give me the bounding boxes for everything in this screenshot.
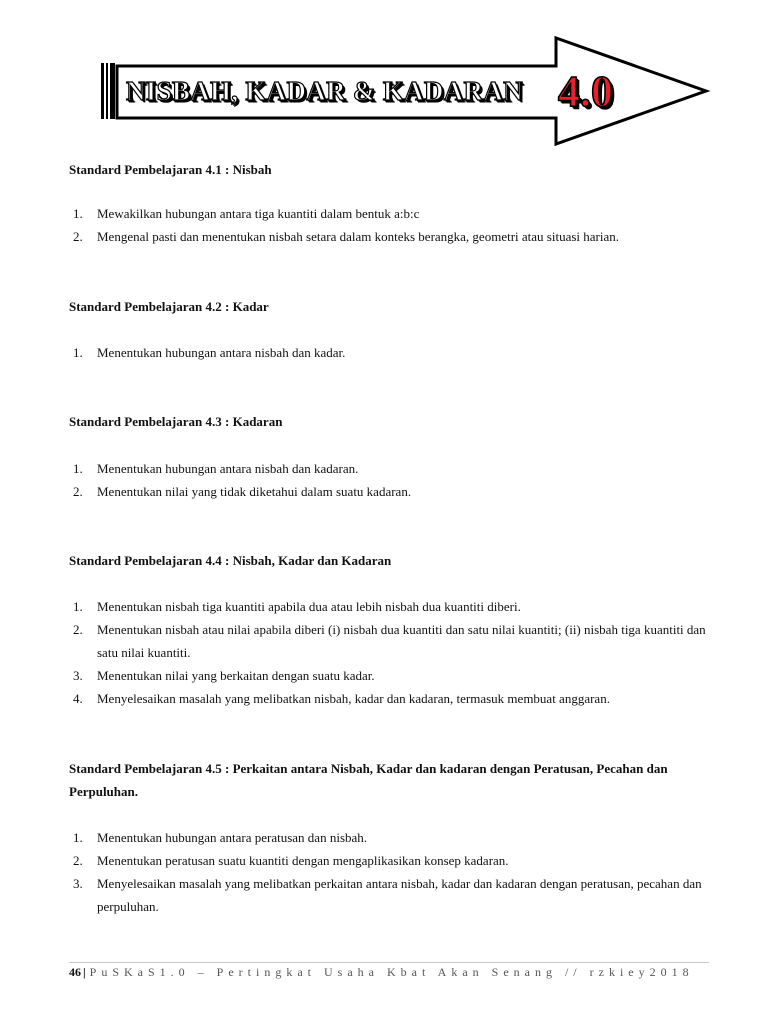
section-heading: Standard Pembelajaran 4.1 : Nisbah xyxy=(69,162,272,177)
list-item: 2. Menentukan peratusan suatu kuantiti dengan mengaplikasikan konsep kadaran. xyxy=(73,853,509,868)
list-item: 4. Menyelesaikan masalah yang melibatkan nisbah, kadar dan kadaran, termasuk membuat anggaran. xyxy=(73,691,610,706)
section-list xyxy=(69,202,709,248)
list-item: 1. Menentukan hubungan antara nisbah dan kadar. xyxy=(73,345,346,360)
section-list xyxy=(69,457,709,503)
section-list xyxy=(69,595,709,710)
page-number: 46 xyxy=(69,965,81,979)
section-heading: Standard Pembelajaran 4.3 : Kadaran xyxy=(69,414,283,429)
section-list xyxy=(69,826,709,918)
section-heading: Standard Pembelajaran 4.4 : Nisbah, Kadar dan Kadaran xyxy=(69,553,392,568)
footer-separator: | xyxy=(83,965,86,979)
chapter-title: NISBAH, KADAR & KADARAN xyxy=(126,76,523,106)
chapter-number: 4.0 xyxy=(558,67,613,116)
section-heading: Standard Pembelajaran 4.2 : Kadar xyxy=(69,299,269,314)
list-item: 3. Menyelesaikan masalah yang melibatkan perkaitan antara nisbah, kadar dan kadaran dengan peratusan, pecahan dan perpuluhan. xyxy=(73,876,702,914)
section-list xyxy=(69,341,709,364)
footer-divider xyxy=(69,962,709,963)
list-item: 3. Menentukan nilai yang berkaitan dengan suatu kadar. xyxy=(73,668,375,683)
list-item: 2. Menentukan nisbah atau nilai apabila diberi (i) nisbah dua kuantiti dan satu nilai kuantiti; (ii) nisbah tiga kuantiti dan satu nilai kuantiti. xyxy=(73,622,706,660)
list-item: 2. Menentukan nilai yang tidak diketahui dalam suatu kadaran. xyxy=(73,484,412,499)
chapter-banner xyxy=(0,0,768,160)
list-item: 1. Menentukan hubungan antara nisbah dan kadaran. xyxy=(73,461,359,476)
list-item: 2. Mengenal pasti dan menentukan nisbah setara dalam konteks berangka, geometri atau situasi harian. xyxy=(73,229,619,244)
list-item: 1. Mewakilkan hubungan antara tiga kuantiti dalam bentuk a:b:c xyxy=(73,206,420,221)
section-heading: Standard Pembelajaran 4.5 : Perkaitan antara Nisbah, Kadar dan kadaran dengan Peratusan, Pecahan dan Perpuluhan. xyxy=(69,761,668,799)
list-item: 1. Menentukan hubungan antara peratusan dan nisbah. xyxy=(73,830,368,845)
footer-text: PuSKaS1.0 – Pertingkat Usaha Kbat Akan Senang // rzkiey2018 xyxy=(89,965,694,979)
page-footer xyxy=(69,965,694,980)
list-item: 1. Menentukan nisbah tiga kuantiti apabila dua atau lebih nisbah dua kuantiti diberi. xyxy=(73,599,521,614)
